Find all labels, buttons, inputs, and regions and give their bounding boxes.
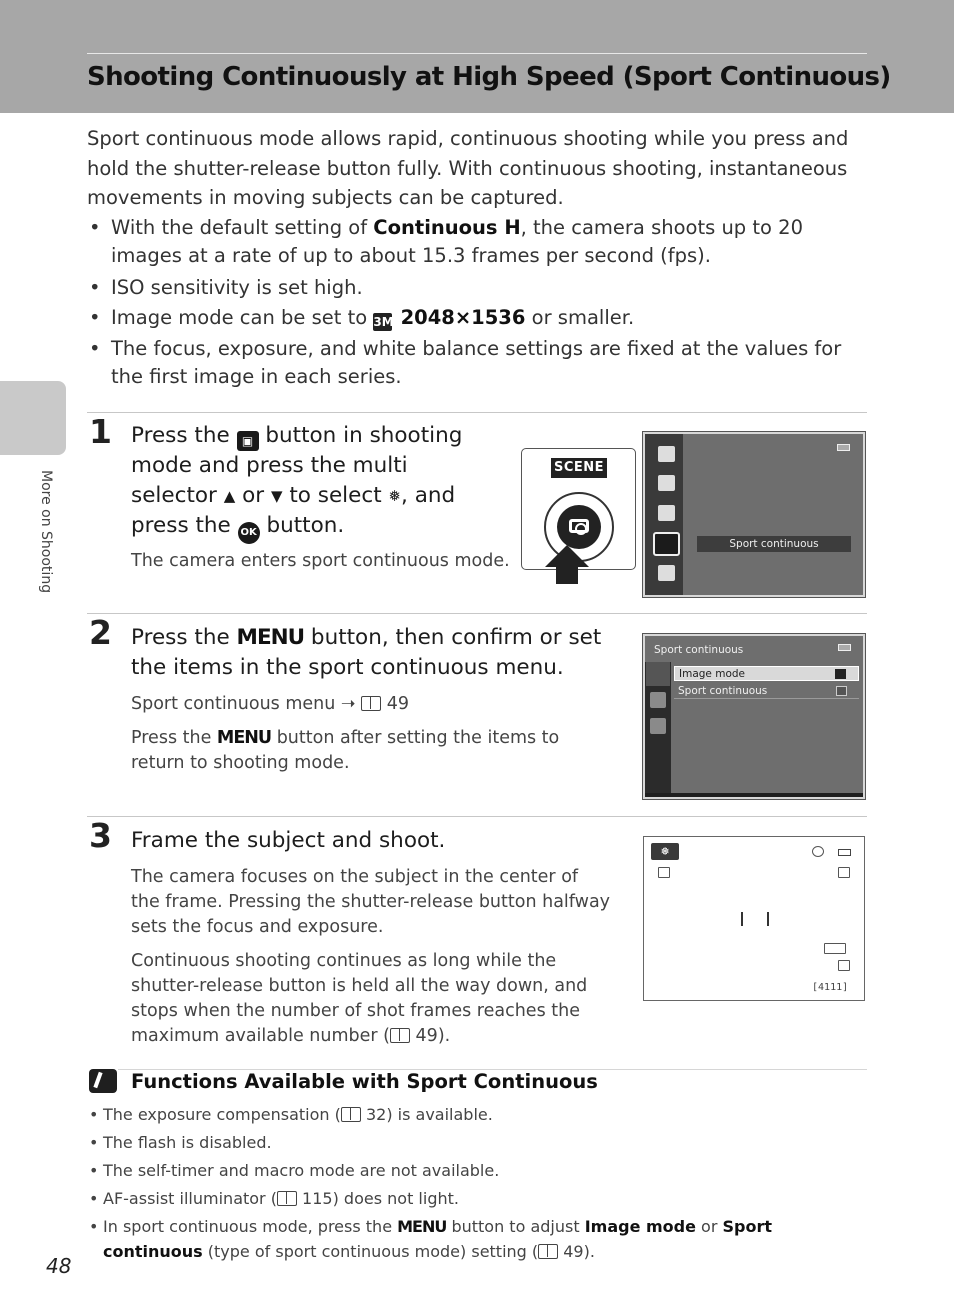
up-arrow-icon: ▲ [223, 487, 236, 505]
sport-continuous-selected-icon [653, 532, 680, 556]
step3-number: 3 [89, 816, 112, 855]
bullet-fixed-settings: • The focus, exposure, and white balance settings are fixed at the values for the first image in each series. [87, 335, 862, 391]
scene-mode-icon [658, 475, 675, 491]
note-item-self-timer: • The self-timer and macro mode are not available. [89, 1158, 864, 1183]
section-label: More on Shooting [38, 470, 54, 594]
press-arrow-icon [545, 545, 589, 567]
sport-tab-icon [646, 662, 670, 686]
menu-tab-bar [645, 662, 671, 793]
continuous-value-icon [836, 686, 847, 696]
scene-select-screen [643, 432, 865, 597]
step2-reference: Sport continuous menu ➝ 49 [131, 694, 409, 714]
note-icon [89, 1069, 117, 1093]
header-rule [87, 53, 867, 54]
bullet-image-mode: • Image mode can be set to 3M 2048×1536 or smaller. [87, 304, 862, 332]
book-icon [277, 1191, 297, 1206]
menu-button-icon: MENU [397, 1217, 447, 1236]
step1-number: 1 [89, 412, 112, 451]
menu-row-sport-continuous: Sport continuous [674, 684, 859, 699]
book-icon [538, 1244, 558, 1259]
sport-continuous-menu-screen [643, 634, 865, 799]
down-arrow-icon: ▼ [270, 487, 283, 505]
section-tab [0, 381, 66, 455]
auto-mode-icon [658, 565, 675, 581]
iso-icon [824, 943, 846, 954]
note-item-menu: • In sport continuous mode, press the MENU button to adjust Image mode or Sport continuous (type of sport continuous mode) setting ( 49). [89, 1214, 864, 1264]
step1-note: The camera enters sport continuous mode. [131, 551, 510, 571]
scene-auto-icon [658, 446, 675, 462]
battery-icon [838, 644, 851, 651]
page-title: Shooting Continuously at High Speed (Sport Continuous) [87, 62, 891, 92]
header-band [0, 0, 954, 113]
ok-button-icon: OK [238, 522, 260, 544]
step3-heading: Frame the subject and shoot. [131, 828, 446, 853]
continuous-icon [658, 867, 670, 878]
scene-icon-bar [645, 434, 683, 595]
note-item-exposure: • The exposure compensation ( 32) is available. [89, 1102, 864, 1127]
menu-button-icon: MENU [216, 728, 272, 748]
step2-instruction: Press the MENU button after setting the items to return to shooting mode. [131, 728, 560, 773]
image-mode-3m-icon: 3M [373, 315, 394, 329]
step3-rule [87, 816, 867, 817]
exposure-count: [4111] [812, 982, 849, 993]
note-item-af-assist: • AF-assist illuminator ( 115) does not light. [89, 1186, 864, 1211]
book-icon [341, 1107, 361, 1122]
bullet-iso: • ISO sensitivity is set high. [87, 274, 862, 302]
sport-mode-icon: ❅ [651, 843, 679, 860]
battery-icon [837, 444, 850, 451]
sport-continuous-icon: ❅ [388, 487, 402, 505]
step1-rule [87, 412, 867, 413]
note-title: Functions Available with Sport Continuous [131, 1070, 598, 1093]
flash-off-icon [838, 867, 850, 878]
shooting-screen [643, 836, 865, 1001]
scene-badge: SCENE [551, 458, 607, 478]
page-number: 48 [46, 1254, 72, 1278]
bullet-default-setting: • With the default setting of Continuous H, the camera shoots up to 20 images at a rate of up to about 15.3 frames per second (fps). [87, 214, 862, 270]
step3-paragraph1: The camera focuses on the subject in the center of the frame. Pressing the shutter-release button halfway sets the focus and exposure. [131, 867, 611, 937]
note-item-flash: • The flash is disabled. [89, 1130, 864, 1155]
step2-number: 2 [89, 613, 112, 652]
image-mode-value-icon [835, 669, 846, 679]
smart-portrait-icon [658, 505, 675, 521]
camera-icon [569, 519, 589, 533]
step2-heading: Press the MENU button, then confirm or set the items in the sport continuous menu. [131, 625, 602, 680]
movie-tab-icon [650, 692, 666, 708]
menu-title: Sport continuous [654, 644, 744, 656]
scene-camera-icon: ▣ [237, 431, 259, 451]
menu-row-image-mode: Image mode [674, 666, 859, 681]
book-icon [361, 696, 381, 711]
press-arrow-stem [556, 566, 578, 584]
scene-label: Sport continuous [697, 536, 851, 552]
intro-paragraph: Sport continuous mode allows rapid, continuous shooting while you press and hold the shutter-release button fully. With continuous shooting, instantaneous movements in moving subjects can be captured. [87, 127, 849, 209]
battery-icon [838, 849, 851, 856]
menu-button-icon: MENU [236, 625, 305, 650]
step3-paragraph2: Continuous shooting continues as long while the shutter-release button is held all the way down, and stops when the number of shot frames reaches the maximum available number ( 49). [131, 951, 588, 1046]
setup-tab-icon [650, 718, 666, 734]
menu-footer [645, 793, 863, 797]
book-icon [390, 1028, 410, 1043]
image-mode-icon [838, 960, 850, 971]
focus-area-bracket [741, 912, 769, 926]
step2-rule [87, 613, 867, 614]
vr-icon [812, 846, 824, 857]
step1-heading: Press the ▣ button in shooting mode and press the multi selector ▲ or ▼ to select ❅, and press the OK button. [131, 421, 499, 544]
